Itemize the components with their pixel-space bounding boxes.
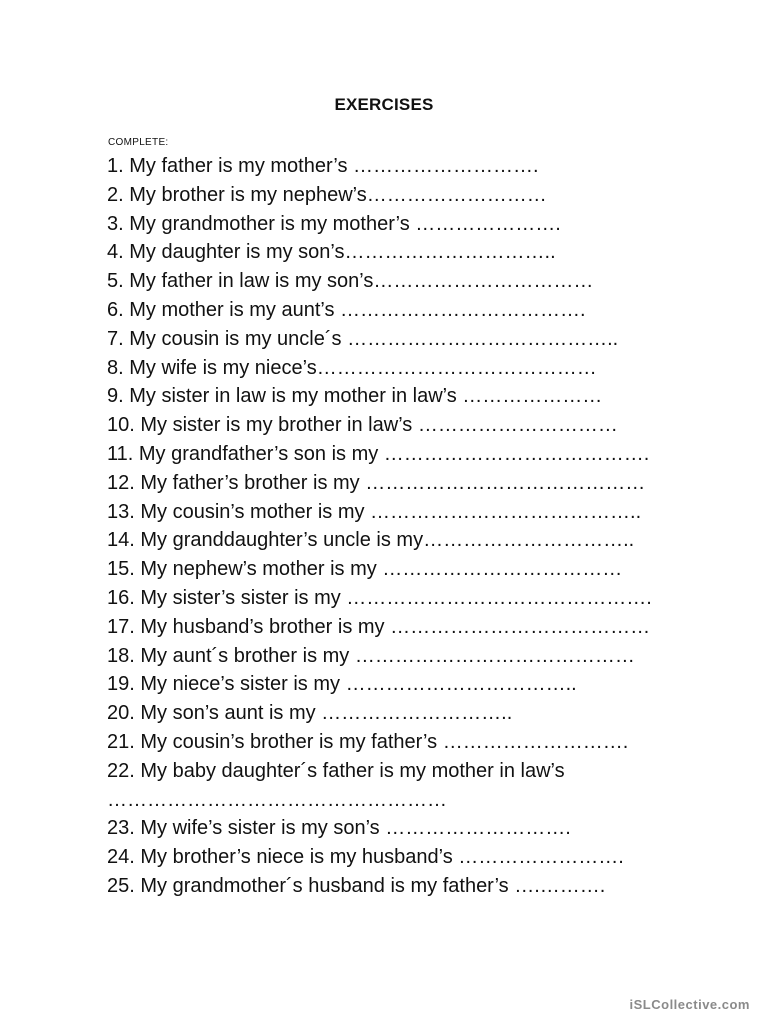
- exercise-item-19: 19. My niece’s sister is my ……………………………..: [107, 673, 577, 696]
- exercise-item-24: 24. My brother’s niece is my husband’s …………………….: [107, 846, 624, 869]
- exercise-item-22: [107, 757, 727, 815]
- exercise-item-5: 5. My father in law is my son’s……………………………: [107, 270, 594, 293]
- exercise-item-17: 17. My husband’s brother is my …………………………………: [107, 615, 651, 638]
- exercise-item-18: 18. My aunt´s brother is my ……………………………………: [107, 644, 635, 667]
- watermark-footer: iSLCollective.com: [629, 997, 750, 1012]
- exercise-item-11: 11. My grandfather’s son is my ………………………………….: [107, 442, 650, 465]
- exercise-item-20: 20. My son’s aunt is my ………………………..: [107, 702, 513, 725]
- exercise-item-15: 15. My nephew’s mother is my ………………………………: [107, 558, 623, 581]
- exercise-item-21: 21. My cousin’s brother is my father’s ……………………….: [107, 730, 629, 753]
- exercise-item-6: 6. My mother is my aunt’s ……………………………….: [107, 298, 586, 321]
- exercise-item-16: 16. My sister’s sister is my ……………………………………….: [107, 586, 652, 609]
- exercise-item-13: 13. My cousin’s mother is my …………………………………..: [107, 500, 642, 523]
- exercise-item-25: 25. My grandmother´s husband is my father’s ….……….: [107, 874, 606, 897]
- exercise-item-2: 2. My brother is my nephew’s………………………: [107, 183, 547, 206]
- exercise-item-9: 9. My sister in law is my mother in law’s …………………: [107, 385, 603, 408]
- exercise-item-10: 10. My sister is my brother in law’s …………………………: [107, 414, 618, 437]
- exercise-list: [107, 152, 727, 901]
- exercise-item-3: 3. My grandmother is my mother’s ………………….: [107, 212, 561, 235]
- exercise-item-12: 12. My father’s brother is my ……………………………………: [107, 471, 646, 494]
- exercise-item-4: 4. My daughter is my son’s…………………………..: [107, 241, 556, 264]
- worksheet-title: EXERCISES: [334, 95, 434, 114]
- exercise-item-23: 23. My wife’s sister is my son’s ……………………….: [107, 817, 571, 840]
- exercise-item-8: 8. My wife is my niece’s……………………………………: [107, 356, 597, 379]
- exercise-item-7: 7. My cousin is my uncle´s …………………………………..: [107, 327, 619, 350]
- exercise-item-22-text: 22. My baby daughter´s father is my mother in law’s: [107, 759, 565, 782]
- exercise-item-22-blank: ……………………………………………: [107, 788, 447, 811]
- exercise-item-1: 1. My father is my mother’s ……………………….: [107, 155, 539, 177]
- instruction-label: COMPLETE:: [108, 137, 169, 148]
- exercise-item-14: 14. My granddaughter’s uncle is my…………………………..: [107, 529, 635, 552]
